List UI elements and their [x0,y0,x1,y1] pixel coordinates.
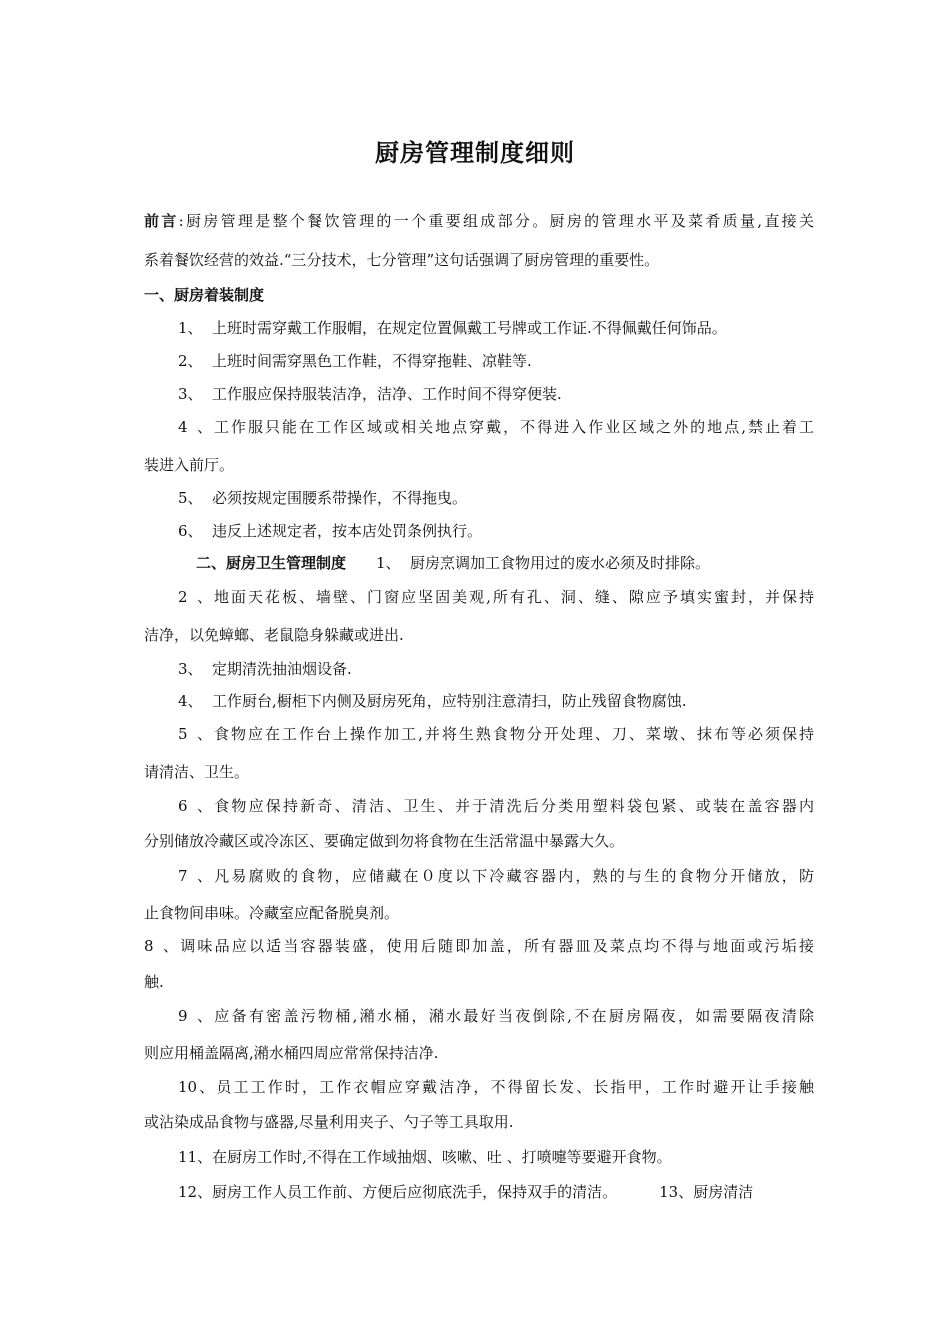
list-item: 12、厨房工作人员工作前、方便后应彻底洗手，保持双手的清洁。 13、厨房清洁 [178,1183,754,1201]
list-item: 1、 上班时需穿戴工作服帽，在规定位置佩戴工号牌或工作证.不得佩戴任何饰品。 [178,319,727,337]
list-item-continuation: 洁净，以免蟑螂、老鼠隐身躲藏或进出. [144,626,404,644]
list-item-continuation: 触. [144,973,164,991]
preface-line-2: 系着餐饮经营的效益.“三分技术，七分管理”这句话强调了厨房管理的重要性。 [144,251,660,269]
preface-text-1: :厨房管理是整个餐饮管理的一个重要组成部分。厨房的管理水平及菜肴质量,直接关 [178,212,814,230]
list-item: 11、在厨房工作时,不得在工作域抽烟、咳嗽、吐 、打喷嚏等要避开食物。 [178,1148,672,1166]
list-item: 4、工作服只能在工作区域或相关地点穿戴，不得进入作业区域之外的地点,禁止着工 [178,418,814,436]
list-item-continuation: 分别储放冷藏区或冷冻区、要确定做到勿将食物在生活常温中暴露大久。 [144,832,625,850]
list-item-continuation: 装进入前厅。 [144,456,235,474]
section-heading: 一、厨房着装制度 [144,286,265,304]
list-item: 4、 工作厨台,橱柜下内侧及厨房死角，应特别注意清扫，防止残留食物腐蚀. [178,692,687,710]
list-item: 3、 工作服应保持服装洁净，洁净、工作时间不得穿便装. [178,385,562,403]
document-title: 厨房管理制度细则 [375,139,575,167]
list-item-continuation: 或沾染成品食物与盛器,尽量利用夹子、勺子等工具取用. [144,1113,514,1131]
list-item-continuation: 止食物间串味。冷藏室应配备脱臭剂。 [144,904,400,922]
list-item: 2、地面天花板、墙壁、门窗应坚固美观,所有孔、洞、缝、隙应予填实蜜封，并保持 [178,588,814,606]
list-item: 2、 上班时间需穿黑色工作鞋，不得穿拖鞋、凉鞋等. [178,352,532,370]
list-item: 8、调味品应以适当容器装盛，使用后随即加盖，所有器皿及菜点均不得与地面或污垢接 [144,937,814,955]
list-item-continuation: 请清洁、卫生。 [144,763,250,781]
list-item: 10、员工工作时，工作衣帽应穿戴洁净，不得留长发、长指甲，工作时避开让手接触 [178,1078,814,1096]
list-item: 5、食物应在工作台上操作加工,并将生熟食物分开处理、刀、菜墩、抹布等必须保持 [178,725,814,743]
preface-line-1 [144,211,814,231]
list-item: 3、 定期清洗抽油烟设备. [178,660,352,678]
section-heading-line: 二、厨房卫生管理制度 1、 厨房烹调加工食物用过的废水必须及时排除。 [196,554,711,572]
list-item: 9、应备有密盖污物桶,潲水桶，潲水最好当夜倒除,不在厨房隔夜，如需要隔夜清除 [178,1007,814,1025]
list-item: 7、凡易腐败的食物，应储藏在０度以下冷藏容器内，熟的与生的食物分开储放，防 [178,867,814,885]
list-item: 5、 必须按规定围腰系带操作，不得拖曳。 [178,489,468,507]
list-item: 6、 违反上述规定者，按本店处罚条例执行。 [178,522,483,540]
list-item: 6、食物应保持新奇、清洁、卫生、并于清洗后分类用塑料袋包紧、或装在盖容器内 [178,797,814,815]
list-item-continuation: 则应用桶盖隔离,潲水桶四周应常常保持洁净. [144,1044,439,1062]
section-heading: 二、厨房卫生管理制度 [196,554,347,572]
preface-label: 前言 [144,212,179,230]
